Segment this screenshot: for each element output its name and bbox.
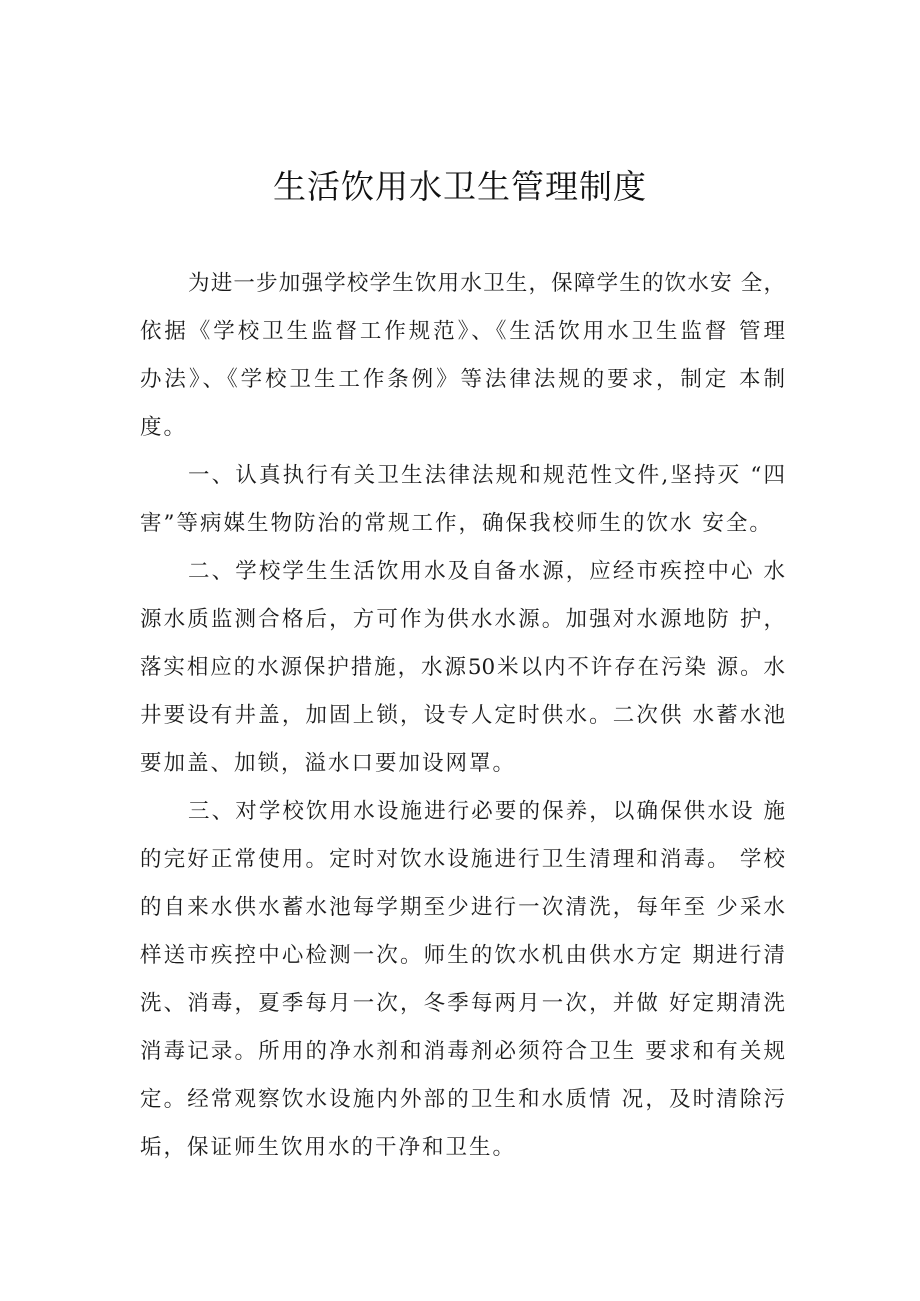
text-line: 垢，保证师生饮用水的干净和卫生。: [140, 1135, 517, 1160]
text-line: 度。: [140, 415, 188, 440]
text-line: 二、学校学生生活饮用水及自备水源，应经市疾控中心 水: [188, 559, 785, 584]
text-line: 害”等病媒生物防治的常规工作，确保我校师生的饮水 安全。: [140, 511, 773, 536]
text-line: 源水质监测合格后，方可作为供水水源。加强对水源地防 护，: [140, 607, 785, 632]
text-line: 井要设有井盖，加固上锁，设专人定时供水。二次供 水蓄水池: [140, 703, 785, 728]
text-line: 样送市疾控中心检测一次。师生的饮水机由供水方定 期进行清: [140, 943, 785, 968]
text-line: 的完好正常使用。定时对饮水设施进行卫生清理和消毒。 学校: [140, 847, 785, 872]
text-line: 依据《学校卫生监督工作规范》、《生活饮用水卫生监督 管理: [140, 319, 785, 344]
text-line: 的自来水供水蓄水池每学期至少进行一次清洗，每年至 少采水: [140, 895, 785, 920]
text-line: 消毒记录。所用的净水剂和消毒剂必须符合卫生 要求和有关规: [140, 1039, 785, 1064]
text-line: 洗、消毒，夏季每月一次，冬季每两月一次，并做 好定期清洗: [140, 991, 785, 1016]
text-line: 三、对学校饮用水设施进行必要的保养，以确保供水设 施: [188, 799, 785, 824]
document-title: 生活饮用水卫生管理制度: [273, 167, 647, 206]
text-line: 定。经常观察饮水设施内外部的卫生和水质情 况，及时清除污: [140, 1087, 785, 1112]
text-line: 一、认真执行有关卫生法律法规和规范性文件,坚持灭 “四: [188, 463, 785, 488]
text-line: 要加盖、加锁，溢水口要加设网罩。: [140, 751, 517, 776]
text-line: 为进一步加强学校学生饮用水卫生，保障学生的饮水安 全，: [188, 271, 785, 296]
text-line: 办法》、《学校卫生工作条例》等法律法规的要求，制定 本制: [140, 367, 785, 392]
text-line: 落实相应的水源保护措施，水源50米以内不许存在污染 源。水: [140, 655, 785, 680]
